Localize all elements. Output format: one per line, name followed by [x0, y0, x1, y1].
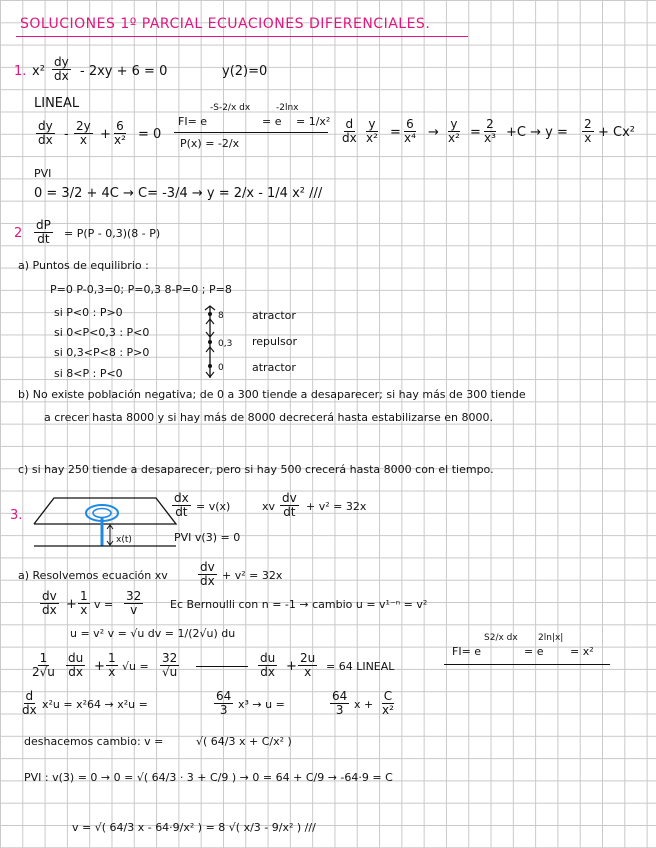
title-underline	[16, 36, 468, 37]
p3-l3-f2: $\frac{du}{dx}$	[68, 651, 84, 679]
p1-chain-eq2: =	[470, 125, 481, 140]
p3-tank-diagram	[30, 488, 180, 552]
p1-type-label: LINEAL	[34, 96, 80, 111]
p3-l4-b: x³ → u =	[238, 698, 285, 711]
p3-l3-arrow	[196, 666, 248, 667]
p3-l4-c: x +	[354, 698, 374, 711]
p2-axis-8: 8	[218, 311, 224, 321]
p1-fi-exponent-1: -S-2/x dx	[210, 103, 251, 113]
p1-condition: y(2)=0	[222, 64, 268, 79]
p3-l5-root: √( 64/3 x + C/x² )	[196, 735, 292, 748]
p2-eq-rest: = P(P - 0,3)(8 - P)	[64, 227, 161, 240]
p2-b-line-2: a crecer hasta 8000 y si hay más de 8000 decrecerá hasta estabilizarse en 8000.	[44, 411, 493, 424]
p2-sign-4: si 8<P : P<0	[54, 367, 123, 380]
p3-xt-label: x(t)	[116, 535, 132, 545]
p3-eq2-rest: + v² = 32x	[306, 500, 367, 513]
p3-l3-f1: $\frac{1}{2√u}$	[32, 651, 55, 679]
p3-fi-eq: = e	[524, 645, 544, 658]
p3-l3-tail: = 64 LINEAL	[326, 660, 395, 673]
p3-l3-plus-2: +	[286, 659, 297, 674]
p3-l1-text: Ec Bernoulli con n = -1 → cambio u = v¹⁻ⁿ = v²	[170, 598, 428, 611]
p2-axis-03: 0,3	[218, 339, 233, 349]
p1-chain-arrow: →	[428, 125, 439, 140]
page-title: SOLUCIONES 1º PARCIAL ECUACIONES DIFERENCIALES.	[20, 16, 431, 32]
p3-eq2-fraction: $\frac{dv}{dt}$	[282, 491, 297, 519]
p3-l4-f3: $\frac{C}{\text{x²}}$	[382, 689, 394, 717]
p3-l3-mid: √u =	[122, 660, 149, 673]
p1-chain-f5: $\frac{2}{x}$	[584, 117, 592, 145]
p3-eq1-rest: = v(x)	[196, 500, 231, 513]
p3-l1-v: v =	[94, 598, 114, 611]
p1-lin-eq: = 0	[138, 127, 162, 142]
p1-fi-arrow-line	[174, 132, 328, 133]
p3-pvi: PVI v(3) = 0	[174, 531, 241, 544]
problem-2-number: 2	[14, 226, 23, 241]
p3-l4-f2: $\frac{64}{3}$	[332, 689, 348, 717]
p1-pvi-label: PVI	[34, 167, 52, 180]
problem-3-number: 3.	[10, 508, 23, 523]
p1-lin-minus: -	[64, 127, 69, 142]
p1-chain-f3: $\frac{y}{\text{x²}}$	[448, 117, 460, 145]
p2-axis-0: 0	[218, 363, 224, 373]
p2-sign-1: si P<0 : P>0	[54, 306, 123, 319]
p2-sign-3: si 0,3<P<8 : P>0	[54, 346, 150, 359]
p2-eq-points: P=0 P-0,3=0; P=0,3 8-P=0 ; P=8	[50, 283, 232, 296]
p3-eq2-a: xv	[262, 500, 276, 513]
p3-a-fraction: $\frac{dv}{dx}$	[200, 560, 215, 588]
p1-eq-fraction: $\frac{dy}{dx}$	[54, 55, 69, 83]
p1-chain-eq: =	[390, 125, 401, 140]
p3-a-label: a) Resolvemos ecuación xv	[18, 569, 168, 582]
p3-a-rest: + v² = 32x	[222, 569, 283, 582]
p1-fi-eq-2: = e	[262, 115, 282, 128]
p3-l6: PVI : v(3) = 0 → 0 = √( 64/3 · 3 + C/9 ) → 0 = 64 + C/9 → -64·9 = C	[24, 771, 393, 784]
p1-eq-a: x²	[32, 64, 45, 79]
p3-fi-arrow	[444, 664, 610, 665]
p3-fi-label: FI= e	[452, 645, 482, 658]
p1-lin-plus: +	[100, 127, 111, 142]
p3-l4-a: x²u = x²64 → x²u =	[42, 698, 148, 711]
problem-1-number: 1.	[14, 64, 27, 79]
p1-chain-d: $\frac{d}{dx}$	[342, 117, 357, 145]
p1-chain-f2: $\frac{6}{\text{x⁴}}$	[404, 117, 416, 145]
p1-lin-frac-2: $\frac{2y}{x}$	[76, 119, 91, 147]
p1-chain-tail: +C → y =	[506, 125, 568, 140]
p1-fi-label: FI= e	[178, 115, 208, 128]
p3-fi-result: = x²	[570, 645, 594, 658]
p2-c-line: c) si hay 250 tiende a desaparecer, pero si hay 500 crecerá hasta 8000 con el tiempo.	[18, 463, 494, 476]
p2-a-label: a) Puntos de equilibrio :	[18, 259, 149, 272]
p3-fi-exponent-2: 2ln|x|	[538, 633, 564, 643]
p3-l4-d: $\frac{d}{dx}$	[22, 689, 37, 717]
p1-chain-tail2: + Cx²	[598, 125, 636, 140]
p3-l4-f1: $\frac{64}{3}$	[216, 689, 232, 717]
p1-lin-frac-1: $\frac{dy}{dx}$	[38, 119, 53, 147]
p3-l3-f5: $\frac{du}{dx}$	[260, 651, 276, 679]
p3-l1-plus: +	[66, 597, 77, 612]
p1-lin-frac-3: $\frac{6}{\text{x²}}$	[114, 119, 126, 147]
p2-sign-2: si 0<P<0,3 : P<0	[54, 326, 150, 339]
p3-eq1-fraction: $\frac{dx}{dt}$	[174, 491, 189, 519]
p3-fi-exponent: S2/x dx	[484, 633, 518, 643]
p2-eq-fraction: $\frac{dP}{dt}$	[36, 218, 51, 246]
p3-l5: deshacemos cambio: v =	[24, 735, 164, 748]
p1-px: P(x) = -2/x	[180, 137, 240, 150]
p3-l1-f1: $\frac{dv}{dx}$	[42, 589, 57, 617]
p3-l3-plus: +	[94, 659, 105, 674]
p1-fi-result: = 1/x²	[296, 115, 331, 128]
p3-l3-f3: $\frac{1}{x}$	[108, 651, 116, 679]
p1-fi-exponent-2: -2lnx	[276, 103, 299, 113]
p1-chain-f1: $\frac{y}{\text{x²}}$	[366, 117, 378, 145]
p3-l3-f6: $\frac{2u}{x}$	[300, 651, 316, 679]
p2-label-repulsor: repulsor	[252, 335, 298, 348]
p2-label-attractor-2: atractor	[252, 361, 296, 374]
p3-l1-f2: $\frac{1}{x}$	[80, 589, 88, 617]
p3-l2: u = v² v = √u dv = 1/(2√u) du	[70, 627, 236, 640]
p2-b-line-1: b) No existe población negativa; de 0 a 300 tiende a desaparecer; si hay más de 300 tiende	[18, 388, 526, 401]
p1-pvi-line: 0 = 3/2 + 4C → C= -3/4 → y = 2/x - 1/4 x² ///	[34, 186, 323, 201]
p1-eq-rest: - 2xy + 6 = 0	[80, 64, 168, 79]
p3-l1-f3: $\frac{32}{v}$	[126, 589, 142, 617]
p2-label-attractor-1: atractor	[252, 309, 296, 322]
p3-l3-f4: $\frac{32}{√u}$	[162, 651, 178, 679]
p3-l7: v = √( 64/3 x - 64·9/x² ) = 8 √( x/3 - 9/x² ) ///	[72, 821, 316, 834]
p1-chain-f4: $\frac{2}{\text{x³}}$	[484, 117, 496, 145]
